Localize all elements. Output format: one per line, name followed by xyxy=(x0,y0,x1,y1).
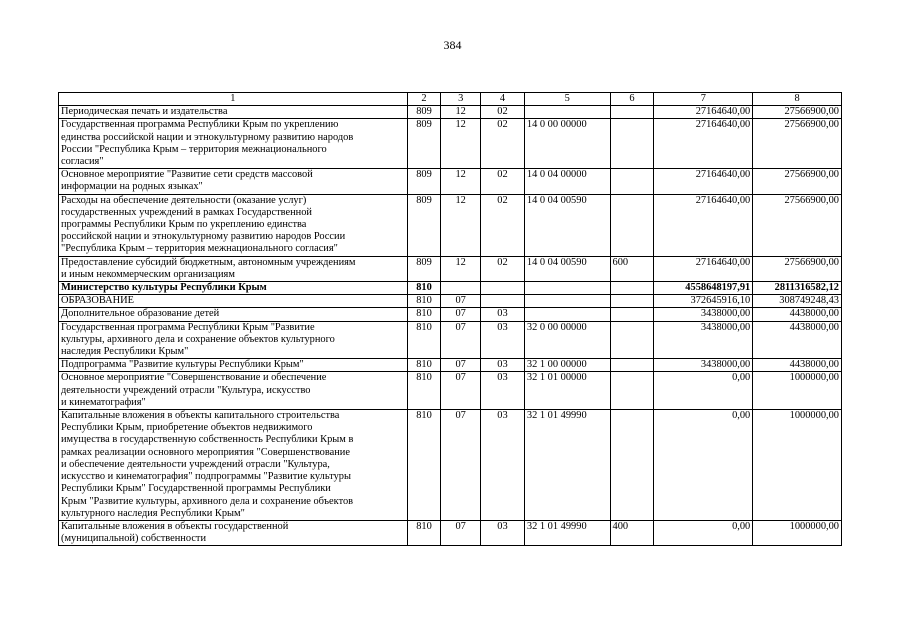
cell-subsection: 02 xyxy=(481,256,525,281)
row-name-cell xyxy=(59,372,408,410)
cell-target-article: 14 0 00 00000 xyxy=(524,119,610,169)
cell-amount-year2: 27566900,00 xyxy=(753,106,842,119)
page-number: 384 xyxy=(443,38,462,52)
cell-section: 12 xyxy=(441,119,481,169)
cell-section: 07 xyxy=(441,372,481,410)
cell-amount-year2: 2811316582,12 xyxy=(753,282,842,295)
cell-section xyxy=(441,282,481,295)
row-name-line: Дополнительное образование детей xyxy=(61,308,220,320)
cell-amount-year1: 27164640,00 xyxy=(654,119,753,169)
row-name-line: Государственная программа Республики Крым по укреплению xyxy=(61,119,339,131)
cell-amount-year1: 4558648197,91 xyxy=(654,282,753,295)
header-cell: 7 xyxy=(654,93,753,106)
cell-target-article: 32 1 00 00000 xyxy=(524,359,610,372)
row-name-cell xyxy=(59,119,408,169)
cell-subsection: 02 xyxy=(481,119,525,169)
row-name-line: Расходы на обеспечение деятельности (оказание услуг) xyxy=(61,194,307,206)
cell-amount-year2: 1000000,00 xyxy=(753,372,842,410)
table-row xyxy=(59,372,842,410)
row-name-line: (муниципальной) собственности xyxy=(61,533,207,545)
cell-subsection: 02 xyxy=(481,169,525,194)
cell-ministry-code: 809 xyxy=(407,256,441,281)
cell-amount-year2: 308749248,43 xyxy=(753,295,842,308)
cell-ministry-code: 810 xyxy=(407,308,441,321)
table-row xyxy=(59,106,842,119)
table-row xyxy=(59,295,842,308)
row-name-line: Основное мероприятие "Совершенствование и обеспечение xyxy=(61,372,327,384)
cell-section: 12 xyxy=(441,194,481,256)
table-row xyxy=(59,282,842,295)
cell-expense-type xyxy=(610,410,654,521)
row-name-line: Капитальные вложения в объекты капитального строительства xyxy=(61,410,340,422)
cell-amount-year2: 27566900,00 xyxy=(753,256,842,281)
row-name-line: культурного наследия Республики Крым" xyxy=(61,507,245,519)
cell-amount-year2: 1000000,00 xyxy=(753,410,842,521)
table-row xyxy=(59,359,842,372)
cell-ministry-code: 809 xyxy=(407,106,441,119)
row-name-cell xyxy=(59,321,408,359)
cell-expense-type xyxy=(610,169,654,194)
row-name-line: и кинематография" xyxy=(61,396,146,408)
table-row xyxy=(59,169,842,194)
cell-target-article: 14 0 04 00590 xyxy=(524,256,610,281)
row-name-line: государственных учреждений в рамках Государственной xyxy=(61,206,312,218)
cell-amount-year2: 1000000,00 xyxy=(753,520,842,545)
cell-ministry-code: 810 xyxy=(407,321,441,359)
cell-amount-year1: 3438000,00 xyxy=(654,308,753,321)
cell-expense-type: 400 xyxy=(610,520,654,545)
row-name-line: Министерство культуры Республики Крым xyxy=(61,282,267,294)
row-name-line: Предоставление субсидий бюджетным, автономным учреждениям xyxy=(61,256,356,268)
row-name-line: имущества в государственную собственность Республики Крым в xyxy=(61,434,354,446)
cell-subsection: 03 xyxy=(481,359,525,372)
row-name-line: единства российской нации и этнокультурному развитию народов xyxy=(61,131,354,143)
cell-section: 07 xyxy=(441,410,481,521)
header-cell: 4 xyxy=(481,93,525,106)
row-name-cell xyxy=(59,520,408,545)
cell-target-article xyxy=(524,282,610,295)
cell-amount-year1: 27164640,00 xyxy=(654,194,753,256)
cell-section: 12 xyxy=(441,169,481,194)
row-name-line: и обеспечение деятельности учреждений отрасли "Культура, xyxy=(61,458,330,470)
cell-subsection: 03 xyxy=(481,410,525,521)
cell-expense-type xyxy=(610,372,654,410)
cell-amount-year1: 27164640,00 xyxy=(654,256,753,281)
cell-target-article: 32 1 01 00000 xyxy=(524,372,610,410)
row-name-line: Периодическая печать и издательства xyxy=(61,106,228,118)
cell-amount-year1: 0,00 xyxy=(654,372,753,410)
cell-amount-year2: 27566900,00 xyxy=(753,169,842,194)
header-cell: 2 xyxy=(407,93,441,106)
row-name-line: и иным некоммерческим организациям xyxy=(61,268,235,280)
table-header-row xyxy=(59,93,842,106)
budget-table xyxy=(58,92,842,546)
cell-amount-year1: 3438000,00 xyxy=(654,359,753,372)
cell-ministry-code: 809 xyxy=(407,169,441,194)
table-row xyxy=(59,520,842,545)
cell-subsection: 03 xyxy=(481,520,525,545)
row-name-line: "Республика Крым – территория межнационального согласия" xyxy=(61,243,338,255)
cell-section: 07 xyxy=(441,359,481,372)
cell-target-article: 32 0 00 00000 xyxy=(524,321,610,359)
cell-amount-year1: 0,00 xyxy=(654,520,753,545)
cell-amount-year2: 4438000,00 xyxy=(753,359,842,372)
header-cell: 3 xyxy=(441,93,481,106)
cell-section: 07 xyxy=(441,295,481,308)
cell-expense-type xyxy=(610,308,654,321)
cell-target-article xyxy=(524,295,610,308)
table-row xyxy=(59,321,842,359)
row-name-cell xyxy=(59,169,408,194)
row-name-cell xyxy=(59,410,408,521)
cell-amount-year1: 27164640,00 xyxy=(654,106,753,119)
cell-amount-year2: 4438000,00 xyxy=(753,321,842,359)
cell-subsection: 03 xyxy=(481,321,525,359)
cell-ministry-code: 810 xyxy=(407,295,441,308)
header-cell: 5 xyxy=(524,93,610,106)
row-name-line: Государственная программа Республики Крым "Развитие xyxy=(61,321,315,333)
table-row xyxy=(59,194,842,256)
cell-ministry-code: 810 xyxy=(407,359,441,372)
header-cell: 8 xyxy=(753,93,842,106)
cell-amount-year2: 4438000,00 xyxy=(753,308,842,321)
cell-section: 12 xyxy=(441,106,481,119)
row-name-line: Капитальные вложения в объекты государственной xyxy=(61,520,289,532)
row-name-line: России "Республика Крым – территория межнационального xyxy=(61,143,327,155)
row-name-cell xyxy=(59,282,408,295)
cell-ministry-code: 810 xyxy=(407,282,441,295)
cell-amount-year1: 27164640,00 xyxy=(654,169,753,194)
row-name-line: наследия Республики Крым" xyxy=(61,346,189,358)
row-name-cell xyxy=(59,256,408,281)
cell-target-article xyxy=(524,308,610,321)
cell-section: 12 xyxy=(441,256,481,281)
row-name-line: Основное мероприятие "Развитие сети средств массовой xyxy=(61,169,313,181)
row-name-line: искусство и кинематография" подпрограммы "Развитие культуры xyxy=(61,471,351,483)
row-name-cell xyxy=(59,106,408,119)
row-name-line: рамках реализации основного мероприятия "Совершенствование xyxy=(61,446,350,458)
table-row xyxy=(59,308,842,321)
cell-expense-type xyxy=(610,106,654,119)
cell-subsection xyxy=(481,282,525,295)
row-name-line: Крым "Развитие культуры, архивного дела и сохранение объектов xyxy=(61,495,354,507)
table-row xyxy=(59,410,842,521)
cell-ministry-code: 810 xyxy=(407,410,441,521)
row-name-line: Республики Крым, приобретение объектов недвижимого xyxy=(61,422,313,434)
cell-target-article: 32 1 01 49990 xyxy=(524,410,610,521)
cell-expense-type xyxy=(610,295,654,308)
row-name-cell xyxy=(59,194,408,256)
row-name-cell xyxy=(59,295,408,308)
row-name-cell xyxy=(59,308,408,321)
cell-ministry-code: 810 xyxy=(407,372,441,410)
cell-expense-type xyxy=(610,282,654,295)
cell-amount-year2: 27566900,00 xyxy=(753,119,842,169)
row-name-line: культуры, архивного дела и сохранение объектов культурного xyxy=(61,333,335,345)
cell-target-article: 14 0 04 00000 xyxy=(524,169,610,194)
table-row xyxy=(59,256,842,281)
cell-expense-type xyxy=(610,194,654,256)
row-name-line: деятельности учреждений отрасли "Культура, искусство xyxy=(61,384,311,396)
row-name-line: информации на родных языках" xyxy=(61,181,203,193)
cell-target-article xyxy=(524,106,610,119)
cell-subsection: 02 xyxy=(481,106,525,119)
cell-amount-year1: 372645916,10 xyxy=(654,295,753,308)
row-name-line: Республики Крым" Государственной программы Республики xyxy=(61,483,331,495)
cell-ministry-code: 809 xyxy=(407,194,441,256)
cell-subsection xyxy=(481,295,525,308)
cell-ministry-code: 810 xyxy=(407,520,441,545)
row-name-cell xyxy=(59,359,408,372)
cell-target-article: 14 0 04 00590 xyxy=(524,194,610,256)
cell-amount-year1: 3438000,00 xyxy=(654,321,753,359)
cell-expense-type: 600 xyxy=(610,256,654,281)
cell-subsection: 03 xyxy=(481,372,525,410)
row-name-line: Подпрограмма "Развитие культуры Республики Крым" xyxy=(61,359,304,371)
cell-expense-type xyxy=(610,119,654,169)
cell-ministry-code: 809 xyxy=(407,119,441,169)
cell-section: 07 xyxy=(441,520,481,545)
row-name-line: программы Республики Крым по укреплению единства xyxy=(61,219,307,231)
cell-subsection: 02 xyxy=(481,194,525,256)
cell-expense-type xyxy=(610,321,654,359)
cell-expense-type xyxy=(610,359,654,372)
header-cell: 1 xyxy=(59,93,408,106)
cell-amount-year1: 0,00 xyxy=(654,410,753,521)
cell-subsection: 03 xyxy=(481,308,525,321)
cell-amount-year2: 27566900,00 xyxy=(753,194,842,256)
row-name-line: ОБРАЗОВАНИЕ xyxy=(61,295,135,307)
row-name-line: российской нации и этнокультурному развитию народов России xyxy=(61,231,346,243)
row-name-line: согласия" xyxy=(61,156,104,168)
cell-section: 07 xyxy=(441,308,481,321)
cell-section: 07 xyxy=(441,321,481,359)
table-row xyxy=(59,119,842,169)
header-cell: 6 xyxy=(610,93,654,106)
cell-target-article: 32 1 01 49990 xyxy=(524,520,610,545)
